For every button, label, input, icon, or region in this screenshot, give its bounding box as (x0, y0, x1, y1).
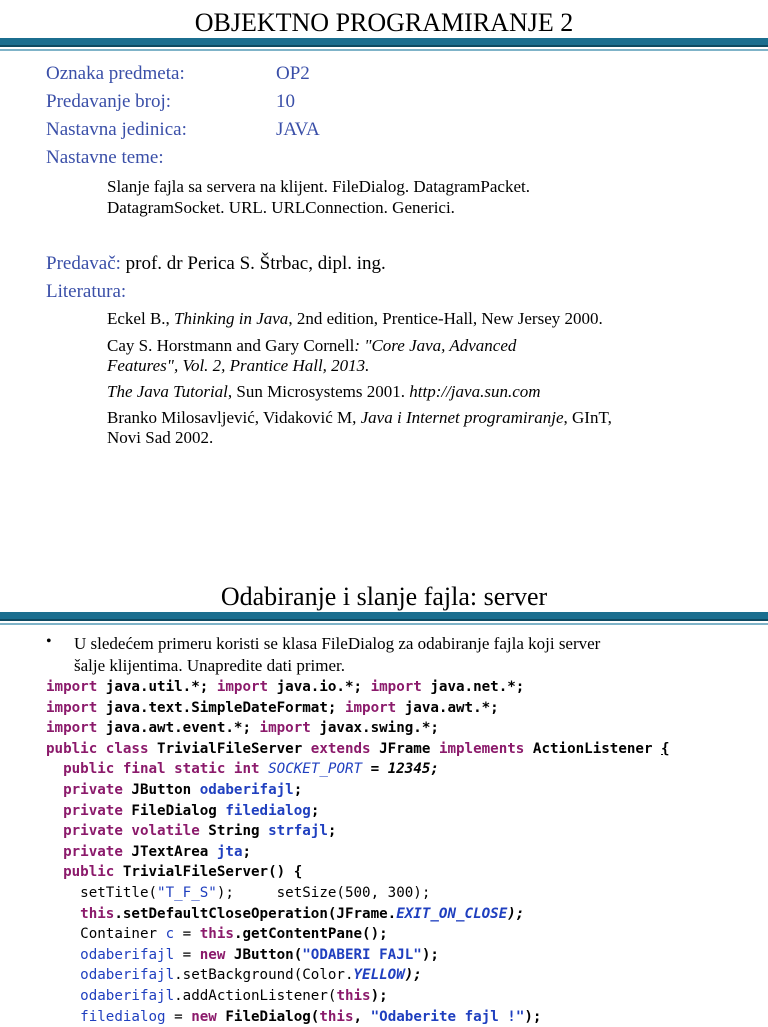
lecturer-line (46, 252, 386, 276)
field-exit-on-close: EXIT_ON_CLOSE (396, 905, 508, 922)
kw-import: import (344, 699, 397, 716)
code-text: ; (310, 802, 320, 819)
field-socket-port: SOCKET_PORT (268, 761, 363, 778)
bullet-line-1: U sledećem primeru koristi se klasa FileDialog za odabiranje fajla koji server (74, 634, 601, 653)
code-text: ); (507, 905, 525, 922)
kw-import: import (216, 679, 269, 695)
code-line-14 (46, 947, 439, 963)
lecturer-label: Predavač: (46, 253, 121, 274)
field-yellow: YELLOW (353, 967, 405, 984)
code-line-13 (46, 926, 388, 942)
field-filedialog: filedialog (80, 1008, 166, 1025)
code-text: ); (421, 946, 439, 963)
kw-new: new (191, 1008, 217, 1025)
lit3-url[interactable]: http://java.sun.com (409, 382, 541, 401)
meta-value-teaching-unit: JAVA (276, 119, 320, 140)
code-line-9 (46, 844, 251, 860)
code-text: FileDialog( (216, 1008, 320, 1025)
field-filedialog: filedialog (225, 802, 311, 819)
lit1-authors: Eckel B., (107, 309, 175, 328)
lit2-publisher: Features", Vol. 2, Prantice Hall, 2013. (107, 356, 370, 375)
code-text: java.awt.event.*; (97, 720, 260, 737)
code-text: ; (293, 781, 303, 798)
code-text: ); setSize(500, 300); (216, 884, 431, 901)
code-line-3 (46, 720, 439, 736)
kw-modifiers: public final static int (63, 761, 260, 778)
field-odaberifajl: odaberifajl (80, 987, 175, 1004)
kw-import: import (46, 720, 98, 737)
code-text: java.io.*; (268, 679, 371, 695)
literature-item-1 (107, 309, 707, 329)
code-block (46, 677, 670, 1027)
code-line-10 (46, 864, 302, 880)
slide-title: OBJEKTNO PROGRAMIRANJE 2 (194, 8, 574, 37)
kw-private: private (63, 781, 123, 798)
code-text: .setDefaultCloseOperation(JFrame. (114, 905, 397, 922)
code-text: ; (242, 843, 252, 860)
code-brace: { (661, 740, 670, 757)
lit1-publisher: , 2nd edition, Prentice-Hall, New Jersey 2000. (288, 309, 603, 328)
title-bar-divider (0, 38, 768, 47)
kw-this: this (336, 987, 371, 1004)
lit4-title: Java i Internet programiranje (360, 408, 564, 427)
kw-this: this (199, 926, 234, 943)
meta-label-lecture-number: Predavanje broj: (46, 91, 172, 112)
code-text: TrivialFileServer (148, 740, 311, 757)
kw-private: private (63, 843, 123, 860)
kw-implements: implements (438, 740, 525, 757)
code-line-8 (46, 823, 336, 839)
code-line-6 (46, 782, 302, 798)
kw-this: this (319, 1008, 354, 1025)
lit4-publisher: , GInT, (563, 408, 612, 427)
code-text: Container (80, 926, 166, 943)
code-line-5 (46, 761, 439, 777)
code-text: = (165, 1008, 192, 1025)
code-text: String (199, 823, 269, 840)
bullet-text (74, 633, 754, 677)
code-text: java.net.*; (421, 679, 525, 695)
bullet-dot: • (46, 633, 52, 650)
code-line-15 (46, 967, 422, 983)
var-c: c (165, 926, 175, 943)
code-line-17 (46, 1009, 541, 1025)
kw-public: public (63, 864, 115, 881)
code-text: ; (327, 823, 337, 840)
slide2-title: Odabiranje i slanje fajla: server (220, 582, 548, 611)
code-text: = (174, 946, 200, 963)
code-text: JTextArea (122, 843, 217, 860)
topics-line-1: Slanje fajla sa servera na klijent. FileDialog. DatagramPacket. (107, 177, 530, 196)
code-text: ); (370, 987, 388, 1004)
code-line-1 (46, 679, 524, 695)
meta-label-teaching-unit: Nastavna jedinica: (46, 119, 187, 140)
field-jta: jta (216, 843, 243, 860)
code-text: setTitle( (80, 884, 158, 901)
code-text: = 12345; (362, 761, 439, 778)
code-string: "T_F_S" (157, 884, 217, 901)
lit2-title: : "Core Java, Advanced (354, 336, 517, 355)
lecturer-name: prof. dr Perica S. Štrbac, dipl. ing. (125, 253, 386, 274)
kw-new: new (199, 946, 226, 963)
code-text: javax.swing.*; (310, 720, 439, 737)
kw-import: import (46, 699, 98, 716)
kw-this: this (80, 905, 115, 922)
code-text: FileDialog (122, 802, 226, 819)
lit4-place: Novi Sad 2002. (107, 428, 214, 447)
kw-private-volatile: private volatile (63, 823, 200, 840)
code-text: JFrame (370, 740, 439, 757)
code-line-2 (46, 700, 499, 716)
code-string: "Odaberite fajl !" (370, 1008, 525, 1025)
code-text: java.awt.*; (396, 699, 499, 716)
code-text: JButton (122, 781, 200, 798)
field-strfajl: strfajl (268, 823, 328, 840)
slide2-title-bar-divider (0, 612, 768, 621)
code-line-4 (46, 741, 670, 757)
code-line-11 (46, 885, 430, 901)
lit3-title: The Java Tutorial (107, 382, 228, 401)
lit4-authors: Branko Milosavljević, Vidaković M, (107, 408, 361, 427)
meta-label-course-code: Oznaka predmeta: (46, 63, 185, 84)
code-text: TrivialFileServer() { (114, 864, 303, 881)
kw-import: import (259, 720, 311, 737)
code-text: java.util.*; (97, 679, 217, 695)
field-odaberifajl: odaberifajl (199, 781, 294, 798)
lit1-title: Thinking in Java (174, 309, 289, 328)
code-string: "ODABERI FAJL" (302, 946, 422, 963)
code-text: .addActionListener( (174, 987, 337, 1004)
field-odaberifajl: odaberifajl (80, 967, 175, 984)
code-text: JButton( (225, 946, 303, 963)
topics-label: Nastavne teme: (46, 147, 164, 168)
code-text: .getContentPane(); (233, 926, 388, 943)
code-line-16 (46, 988, 388, 1004)
code-text: , (353, 1008, 371, 1025)
slide2-title-bar-underline (0, 623, 768, 625)
field-odaberifajl: odaberifajl (80, 946, 175, 963)
kw-import: import (46, 679, 98, 695)
topics-line-2: DatagramSocket. URL. URLConnection. Generici. (107, 198, 455, 217)
kw-extends: extends (310, 740, 371, 757)
meta-value-course-code: OP2 (276, 63, 310, 84)
code-line-7 (46, 803, 319, 819)
code-text: = (174, 926, 200, 943)
code-line-12 (46, 906, 524, 922)
kw-import: import (370, 679, 422, 695)
kw-public-class: public class (46, 740, 149, 757)
lit2-authors: Cay S. Horstmann and Gary Cornell (107, 336, 355, 355)
code-text: java.text.SimpleDateFormat; (97, 699, 345, 716)
lit3-publisher: , Sun Microsystems 2001. (227, 382, 410, 401)
kw-private: private (63, 802, 123, 819)
literature-item-3 (107, 382, 707, 402)
bullet-line-2: šalje klijentima. Unapredite dati primer. (74, 656, 345, 675)
title-bar-underline (0, 49, 768, 51)
code-text: ); (524, 1008, 542, 1025)
literature-item-4 (107, 408, 707, 448)
literature-item-2 (107, 336, 707, 376)
meta-value-lecture-number: 10 (276, 91, 295, 112)
code-text: ActionListener (524, 740, 662, 757)
code-text: .setBackground(Color. (174, 967, 354, 984)
code-text: ); (404, 967, 422, 984)
literature-label: Literatura: (46, 281, 127, 302)
